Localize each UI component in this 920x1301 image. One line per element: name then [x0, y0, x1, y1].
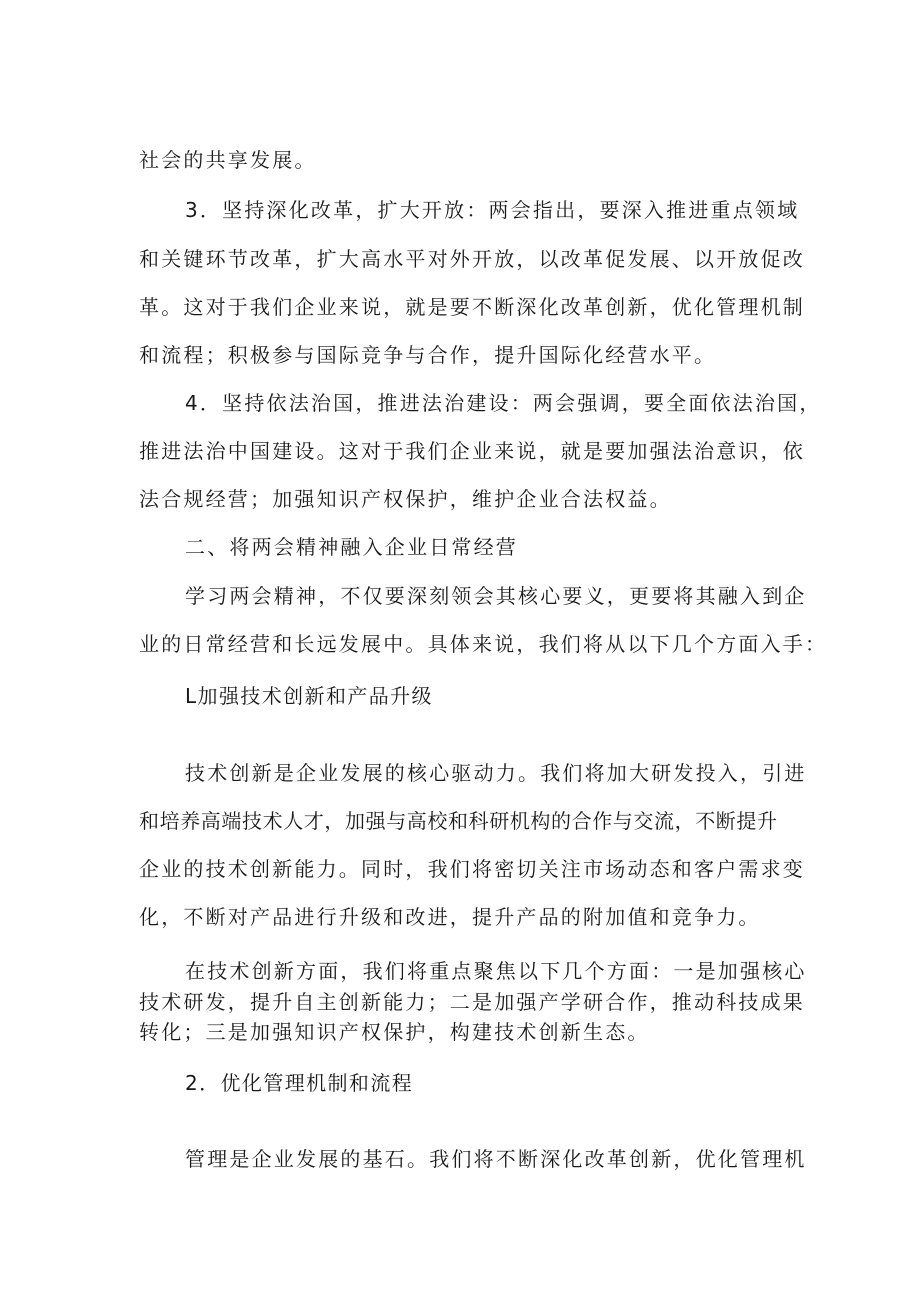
- list-item-heading: 3．坚持深化改革，扩大开放：两会指出，要深入推进重点领域: [185, 198, 800, 222]
- paragraph-line: 革。这对于我们企业来说，就是要不断深化改革创新，优化管理机制: [139, 295, 805, 319]
- list-item-heading: 4．坚持依法治国，推进法治建设：两会强调，要全面依法治国，: [185, 391, 822, 415]
- paragraph-line: 推进法治中国建设。这对于我们企业来说，就是要加强法治意识，依: [139, 439, 805, 463]
- paragraph-line: 管理是企业发展的基石。我们将不断深化改革创新，优化管理机: [185, 1147, 807, 1171]
- paragraph-line: 和流程；积极参与国际竞争与合作，提升国际化经营水平。: [139, 343, 717, 367]
- paragraph-line: 和关键环节改革，扩大高水平对外开放，以改革促发展、以开放促改: [139, 247, 805, 271]
- paragraph-line: 在技术创新方面，我们将重点聚焦以下几个方面：一是加强核心: [185, 959, 807, 983]
- subsection-heading: 2．优化管理机制和流程: [185, 1071, 414, 1095]
- paragraph-line: 技术创新是企业发展的核心驱动力。我们将加大研发投入，引进: [185, 761, 807, 785]
- paragraph-line: 转化；三是加强知识产权保护，构建技术创新生态。: [139, 1020, 650, 1044]
- section-heading: 二、将两会精神融入企业日常经营: [185, 535, 518, 559]
- paragraph-line: 社会的共享发展。: [139, 148, 317, 172]
- paragraph-line: 技术研发，提升自主创新能力；二是加强产学研合作，推动科技成果: [139, 990, 805, 1014]
- paragraph-line: 和培养高端技术人才，加强与高校和科研机构的合作与交流，不断提升: [139, 809, 778, 833]
- paragraph-line: 企业的技术创新能力。同时，我们将密切关注市场动态和客户需求变: [139, 857, 805, 881]
- paragraph-line: 学习两会精神，不仅要深刻领会其核心要义，更要将其融入到企: [185, 584, 807, 608]
- subsection-heading: L加强技术创新和产品升级: [185, 684, 433, 708]
- paragraph-line: 化，不断对产品进行升级和改进，提升产品的附加值和竞争力。: [139, 905, 761, 929]
- paragraph-line: 业的日常经营和长远发展中。具体来说，我们将从以下几个方面入手：: [139, 632, 828, 656]
- paragraph-line: 法合规经营；加强知识产权保护，维护企业合法权益。: [139, 487, 672, 511]
